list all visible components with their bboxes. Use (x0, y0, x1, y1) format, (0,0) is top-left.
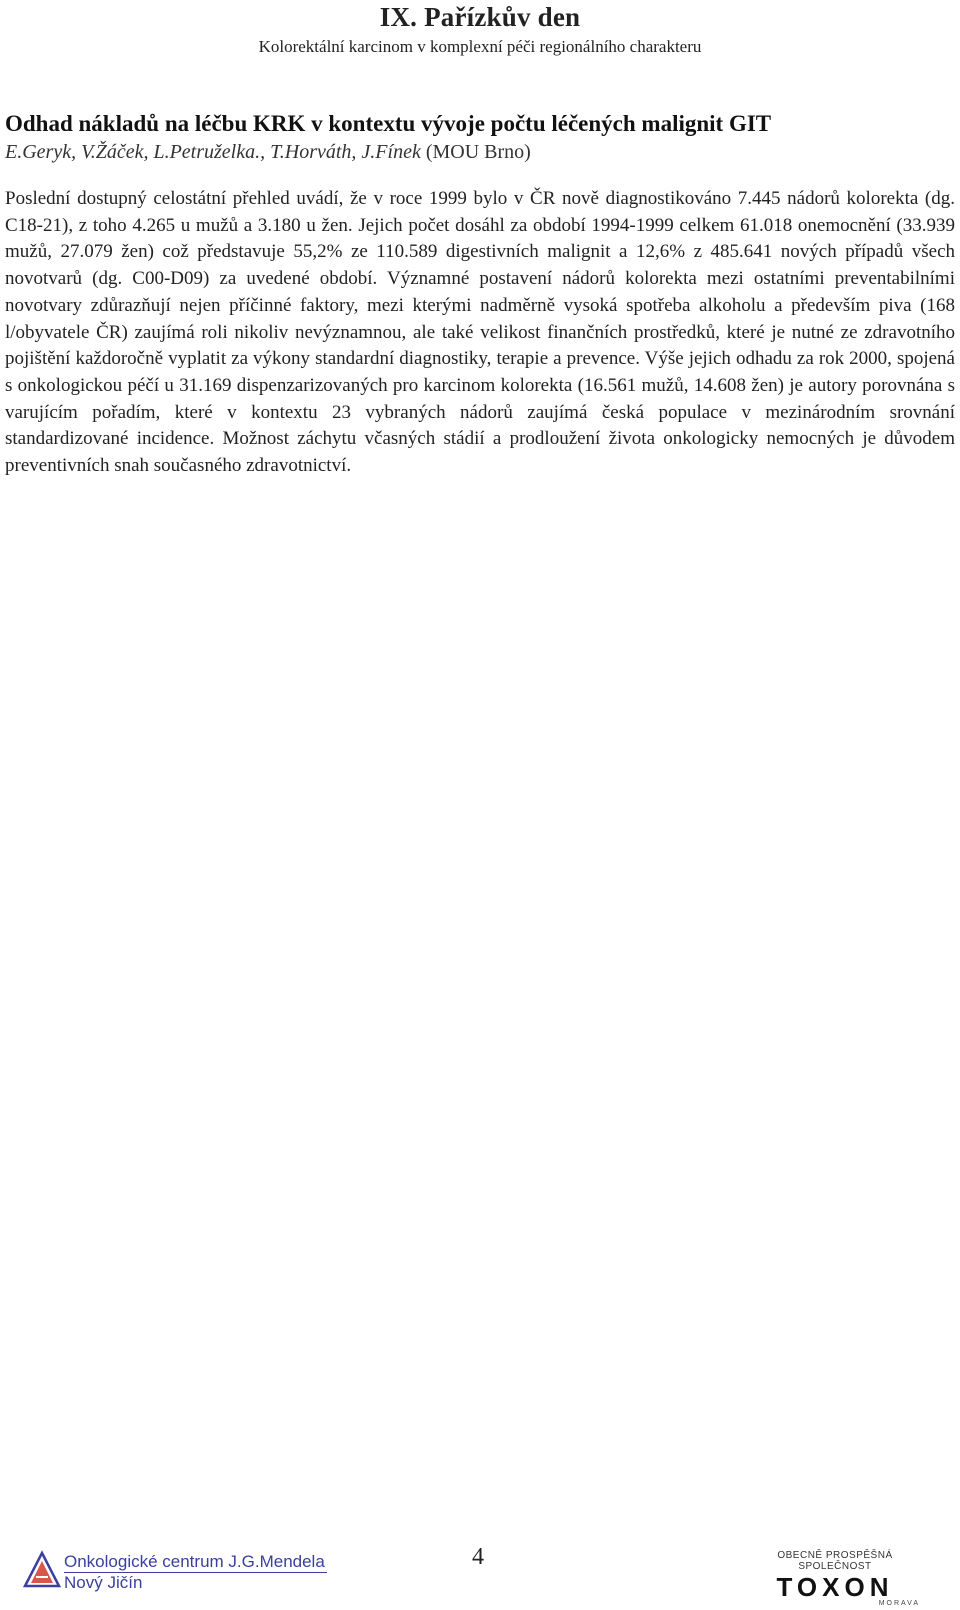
org-name-line2: Nový Jičín (64, 1573, 143, 1592)
sponsor-tagline: OBECNĚ PROSPĚŠNÁ SPOLEČNOST (777, 1550, 893, 1572)
author-list: E.Geryk, V.Žáček, L.Petruželka., T.Horváth, J.Fínek (5, 141, 421, 163)
org-name-line1: Onkologické centrum J.G.Mendela (64, 1552, 325, 1571)
sponsor-logo (750, 1550, 920, 1607)
sponsor-region: MORAVA (878, 1600, 920, 1607)
page-footer (0, 1542, 960, 1610)
author-affiliation: (MOU Brno) (425, 141, 531, 163)
conference-title: IX. Pařízkův den (379, 2, 581, 32)
article-authors (5, 138, 955, 166)
conference-subtitle: Kolorektální karcinom v komplexní péči regionálního charakteru (258, 37, 702, 56)
oncology-center-logo-icon (22, 1550, 62, 1590)
sponsor-logo-text: TOXON (776, 1572, 894, 1602)
page-header (0, 0, 960, 57)
article-title: Odhad nákladů na léčbu KRK v kontextu vývoje počtu léčených malignit GIT (5, 111, 772, 136)
article (5, 110, 955, 480)
oncology-center-name (64, 1552, 327, 1593)
article-body: Poslední dostupný celostátní přehled uvádí, že v roce 1999 bylo v ČR nově diagnostikováno 7.445 nádorů kolorekta (dg. C18-21), z toho 4.265 u mužů a 3.180 u žen. Jejich počet dosáhl za období 1994-1999 celkem 61.018 onemocnění (33.939 mužů, 27.079 žen) což představuje 55,2% ze 110.589 digestivních malignit a 12,6% z 485.641 nových případů všech novotvarů (dg. C00-D09) za uvedené období. Významné postavení nádorů kolorekta mezi ostatními preventabilními novotvary zdůrazňují nejen příčinné faktory, mezi kterými nadměrně vysoká spotřeba alkoholu a především piva (168 l/obyvatele ČR) zaujímá roli nikoliv nevýznamnou, ale také velikost finančních prostředků, které je nutné ze zdravotního pojištění každoročně vyplatit za výkony standardní diagnostiky, terapie a prevence. Výše jejich odhadu za rok 2000, spojená s onkologickou péčí u 31.169 dispenzarizovaných pro karcinom kolorekta (16.561 mužů, 14.608 žen) je autory porovnána s varujícím pořadím, které v kontextu 23 vybraných nádorů zaujímá česká populace v mezinárodním srovnání standardizované incidence. Možnost záchytu včasných stádií a prodloužení života onkologicky nemocných je důvodem preventivních snah současného zdravotnictví. (5, 188, 955, 477)
page-number: 4 (472, 1544, 484, 1570)
